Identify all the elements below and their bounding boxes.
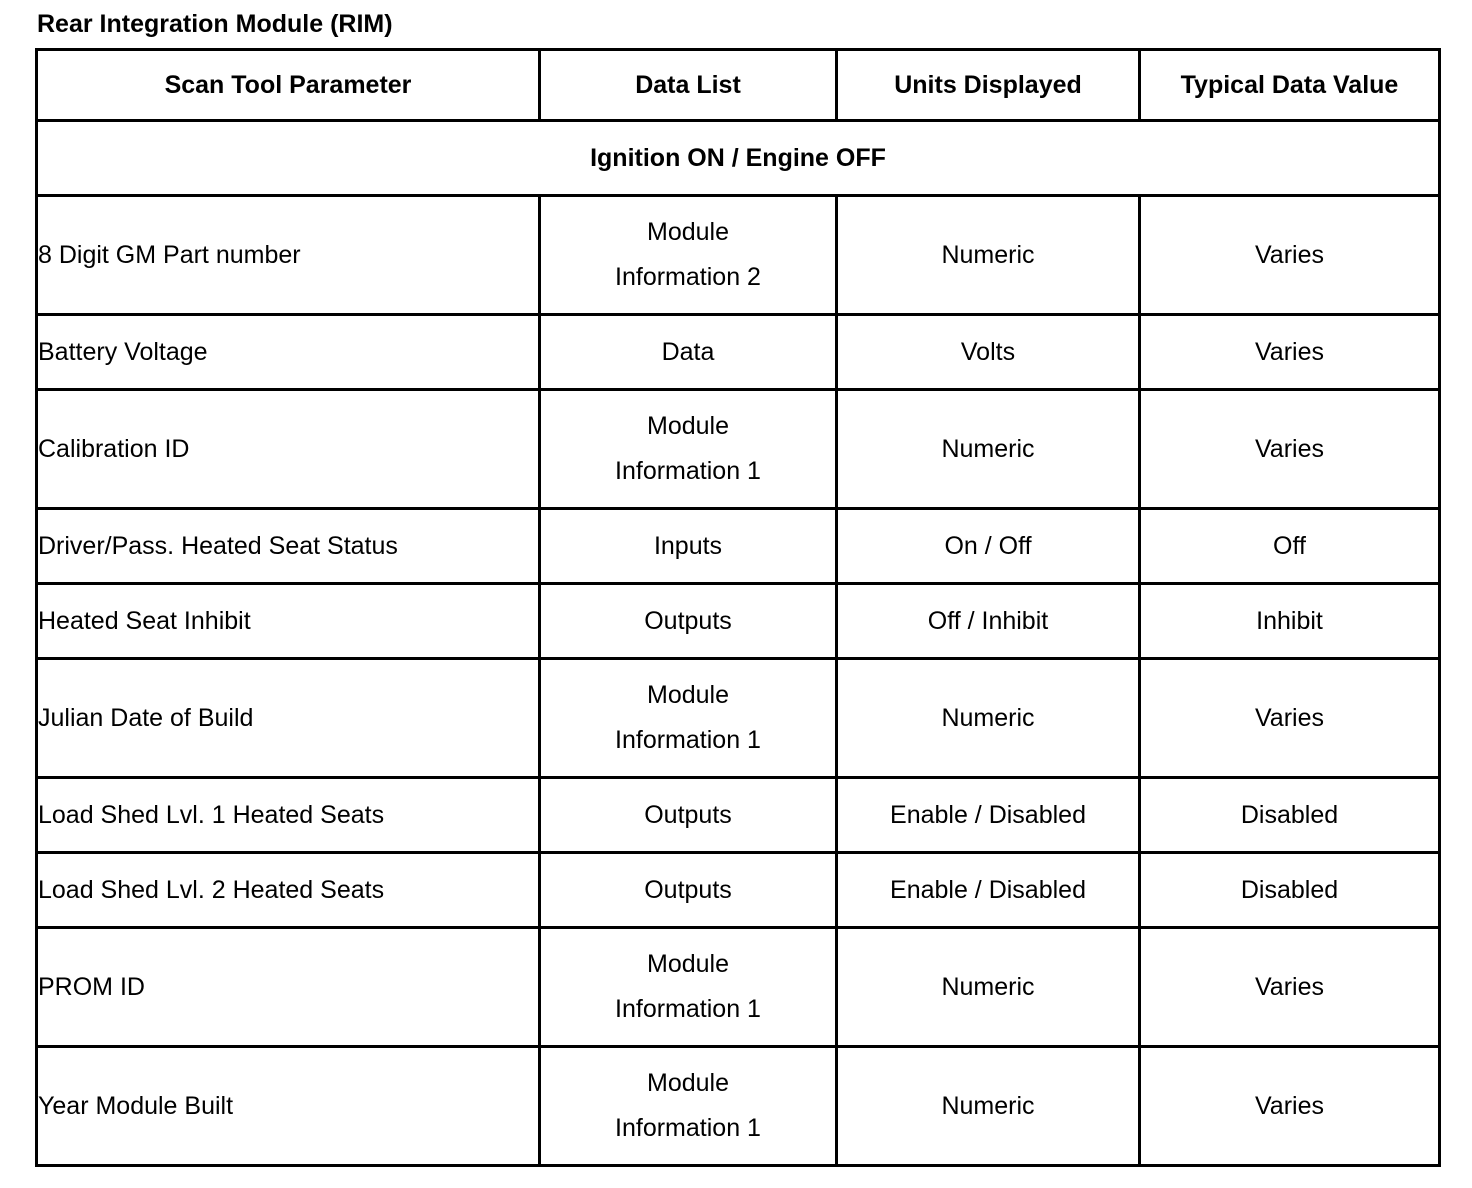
table-row xyxy=(37,196,1440,315)
units-cell: On / Off xyxy=(837,509,1140,584)
header-units-displayed: Units Displayed xyxy=(837,50,1140,121)
data-list-line: Outputs xyxy=(644,606,732,635)
units-cell: Enable / Disabled xyxy=(837,853,1140,928)
data-list-line: Module xyxy=(647,1069,729,1097)
typical-value-cell: Off xyxy=(1140,509,1440,584)
header-scan-tool-parameter: Scan Tool Parameter xyxy=(37,50,540,121)
units-cell: Numeric xyxy=(837,196,1140,315)
data-list-cell xyxy=(540,928,837,1047)
data-list-cell xyxy=(540,390,837,509)
data-list-cell xyxy=(540,778,837,853)
document-title: Rear Integration Module (RIM) xyxy=(37,10,393,38)
data-list-line: Inputs xyxy=(653,531,723,560)
parameter-cell: PROM ID xyxy=(37,928,540,1047)
section-label: Ignition ON / Engine OFF xyxy=(37,121,1440,196)
parameter-cell: Load Shed Lvl. 1 Heated Seats xyxy=(37,778,540,853)
data-list-line: Module xyxy=(647,218,729,246)
table-row xyxy=(37,1047,1440,1166)
typical-value-cell: Varies xyxy=(1140,315,1440,390)
data-list-line: Information 1 xyxy=(615,726,761,754)
parameter-cell: Calibration ID xyxy=(37,390,540,509)
table-row xyxy=(37,390,1440,509)
data-list-line: Outputs xyxy=(644,875,732,904)
data-list-cell xyxy=(540,1047,837,1166)
table-row xyxy=(37,509,1440,584)
typical-value-cell: Varies xyxy=(1140,659,1440,778)
table-row xyxy=(37,928,1440,1047)
units-cell: Numeric xyxy=(837,659,1140,778)
header-data-list: Data List xyxy=(540,50,837,121)
parameter-cell: Battery Voltage xyxy=(37,315,540,390)
data-list-cell xyxy=(540,584,837,659)
data-list-line: Information 1 xyxy=(615,995,761,1023)
data-list-cell xyxy=(540,509,837,584)
typical-value-cell: Varies xyxy=(1140,390,1440,509)
data-list-line: Information 1 xyxy=(615,1114,761,1142)
data-list-line: Module xyxy=(647,950,729,978)
units-cell: Numeric xyxy=(837,390,1140,509)
parameter-cell: 8 Digit GM Part number xyxy=(37,196,540,315)
scan-tool-data-table xyxy=(35,48,1441,1167)
data-list-line: Module xyxy=(647,681,729,709)
typical-value-cell: Varies xyxy=(1140,1047,1440,1166)
data-list-cell xyxy=(540,853,837,928)
parameter-cell: Driver/Pass. Heated Seat Status xyxy=(37,509,540,584)
header-typical-data-value: Typical Data Value xyxy=(1140,50,1440,121)
data-list-cell xyxy=(540,315,837,390)
table-row xyxy=(37,659,1440,778)
table-header-row xyxy=(37,50,1440,121)
typical-value-cell: Inhibit xyxy=(1140,584,1440,659)
data-list-line: Data xyxy=(661,337,715,366)
parameter-cell: Year Module Built xyxy=(37,1047,540,1166)
section-row xyxy=(37,121,1440,196)
data-list-line: Information 2 xyxy=(615,263,761,291)
typical-value-cell: Disabled xyxy=(1140,853,1440,928)
data-list-cell xyxy=(540,659,837,778)
table-row xyxy=(37,778,1440,853)
units-cell: Numeric xyxy=(837,1047,1140,1166)
units-cell: Off / Inhibit xyxy=(837,584,1140,659)
parameter-cell: Julian Date of Build xyxy=(37,659,540,778)
units-cell: Volts xyxy=(837,315,1140,390)
table-row xyxy=(37,584,1440,659)
table-row xyxy=(37,853,1440,928)
data-list-line: Information 1 xyxy=(615,457,761,485)
parameter-cell: Load Shed Lvl. 2 Heated Seats xyxy=(37,853,540,928)
units-cell: Enable / Disabled xyxy=(837,778,1140,853)
data-list-line: Outputs xyxy=(644,800,732,829)
table-row xyxy=(37,315,1440,390)
typical-value-cell: Varies xyxy=(1140,196,1440,315)
typical-value-cell: Disabled xyxy=(1140,778,1440,853)
data-list-cell xyxy=(540,196,837,315)
parameter-cell: Heated Seat Inhibit xyxy=(37,584,540,659)
typical-value-cell: Varies xyxy=(1140,928,1440,1047)
units-cell: Numeric xyxy=(837,928,1140,1047)
data-list-line: Module xyxy=(647,412,729,440)
